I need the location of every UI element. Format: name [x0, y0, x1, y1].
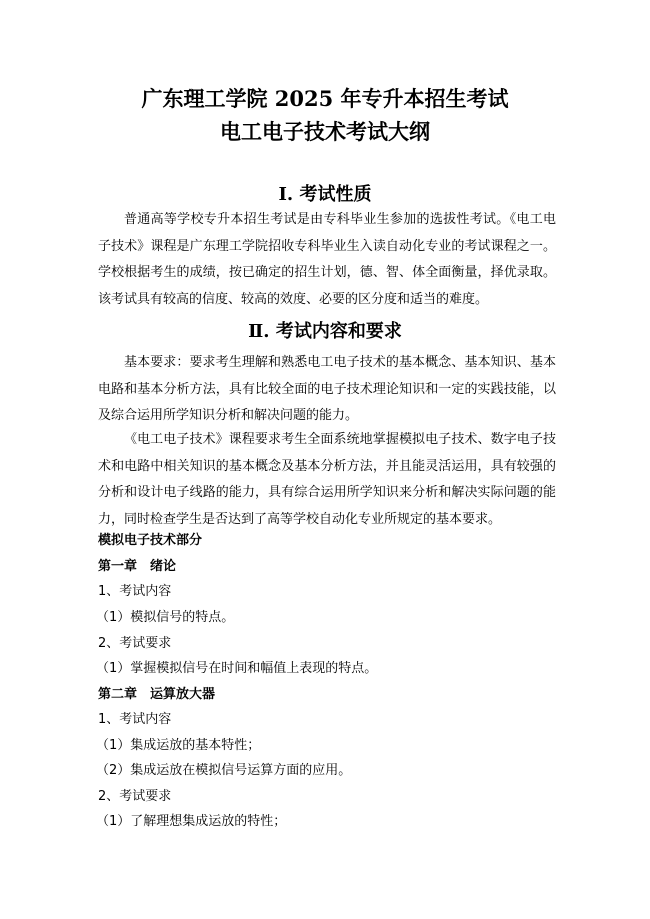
chapter1-content-item: （1）模拟信号的特点。: [96, 610, 235, 625]
section2-heading: Ⅱ. 考试内容和要求: [248, 321, 402, 342]
section2-paragraph2: 《电工电子技术》课程要求考生全面系统地掌握模拟电子技术、数字电子技术和电路中相关知识的基本概念及基本分析方法，并且能灵活运用，具有较强的分析和设计电子线路的能力，具有综合运用所学知识来分析和解决实际问题的能力，同时检查学生是否达到了高等学校自动化专业所规定的基本要求。: [98, 432, 556, 527]
chapter1-title: 第一章 绪论: [98, 559, 177, 574]
section2-paragraph1: 基本要求：要求考生理解和熟悉电工电子技术的基本概念、基本知识、基本电路和基本分析方法，具有比较全面的电子技术理论知识和一定的实践技能，以及综合运用所学知识分析和解决问题的能力。: [98, 355, 556, 424]
chapter2-requirement-label: 2、考试要求: [98, 789, 172, 804]
document-title-line1: 广东理工学院 2025 年专升本招生考试: [141, 86, 509, 111]
chapter2-content-item: （1）集成运放的基本特性；: [96, 738, 261, 753]
chapter1-content-label: 1、考试内容: [98, 584, 172, 599]
section1-heading: Ⅰ. 考试性质: [278, 184, 372, 205]
chapter1-requirement-label: 2、考试要求: [98, 636, 172, 651]
chapter2-content-item: （2）集成运放在模拟信号运算方面的应用。: [96, 763, 352, 778]
section1-paragraph: 普通高等学校专升本招生考试是由专科毕业生参加的选拔性考试。《电工电子技术》课程是广东理工学院招收专科毕业生入读自动化专业的考试课程之一。学校根据考生的成绩，按已确定的招生计划，德、智、体全面衡量，择优录取。该考试具有较高的信度、较高的效度、必要的区分度和适当的难度。: [98, 212, 556, 307]
chapter2-content-label: 1、考试内容: [98, 712, 172, 727]
chapter2-requirement-item: （1）了解理想集成运放的特性；: [96, 814, 287, 829]
chapter1-requirement-item: （1）掌握模拟信号在时间和幅值上表现的特点。: [96, 661, 378, 676]
part-title: 模拟电子技术部分: [98, 533, 203, 548]
chapter2-title: 第二章 运算放大器: [98, 687, 216, 702]
document-title-line2: 电工电子技术考试大纲: [220, 119, 430, 144]
